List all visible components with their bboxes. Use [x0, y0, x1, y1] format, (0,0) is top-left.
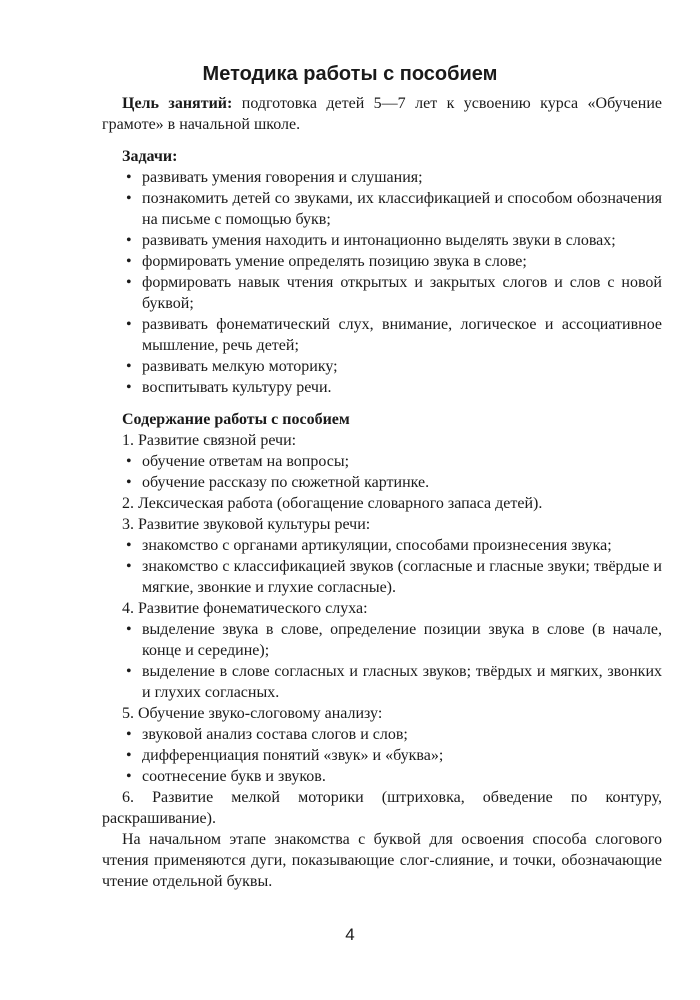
list-item: • выделение в слове согласных и гласных звуков; твёрдых и мягких, звонких и глухих согласных. — [122, 661, 662, 703]
section-5: 5. Обучение звуко-слоговому анализу: — [122, 705, 383, 722]
section-3: 3. Развитие звуковой культуры речи: — [122, 516, 371, 533]
page-number: 4 — [345, 925, 355, 944]
list-item: • звуковой анализ состава слогов и слов; — [122, 724, 662, 745]
section-1: 1. Развитие связной речи: — [122, 432, 297, 449]
tasks-heading: Задачи: — [122, 148, 178, 165]
content-section — [102, 409, 662, 787]
goal-label: Цель занятий: — [122, 95, 233, 112]
goal-text: подготовка детей 5—7 лет к усвоению курса «Обучение грамоте» в начальной школе. — [102, 95, 662, 133]
list-item: • формировать умение определять позицию звука в слове; — [122, 251, 662, 272]
tasks-section — [102, 146, 662, 398]
list-item: • развивать фонематический слух, внимание, логическое и ассоциативное мышление, речь детей; — [122, 314, 662, 356]
section-6: 6. Развитие мелкой моторики (штриховка, обведение по контуру, раскрашивание). — [102, 789, 662, 827]
list-item: • познакомить детей со звуками, их классификацией и способом обозначения на письме с помощью букв; — [122, 188, 662, 230]
list-item: • знакомство с органами артикуляции, способами произнесения звука; — [122, 535, 662, 556]
list-item: • знакомство с классификацией звуков (согласные и гласные звуки; твёрдые и мягкие, звонкие и глухие согласные). — [122, 556, 662, 598]
goal-paragraph — [102, 93, 662, 135]
document-body — [102, 93, 662, 892]
list-item: • воспитывать культуру речи. — [122, 377, 662, 398]
final-paragraph: На начальном этапе знакомства с буквой для освоения способа слогового чтения применяются дуги, показывающие слог-слияние, и точки, обозначающие чтение отдельной буквы. — [102, 831, 662, 890]
list-item: • выделение звука в слове, определение позиции звука в слове (в начале, конце и середине); — [122, 619, 662, 661]
list-item: • развивать умения говорения и слушания; — [122, 167, 662, 188]
list-item: • развивать мелкую моторику; — [122, 356, 662, 377]
page-title: Методика работы с пособием — [202, 63, 498, 85]
content-heading: Содержание работы с пособием — [122, 411, 350, 428]
list-item: • дифференциация понятий «звук» и «буква»; — [122, 745, 662, 766]
section-2: 2. Лексическая работа (обогащение словарного запаса детей). — [122, 495, 543, 512]
section-4: 4. Развитие фонематического слуха: — [122, 600, 368, 617]
list-item: • обучение ответам на вопросы; — [122, 451, 662, 472]
list-item: • обучение рассказу по сюжетной картинке. — [122, 472, 662, 493]
list-item: • формировать навык чтения открытых и закрытых слогов и слов с новой буквой; — [122, 272, 662, 314]
list-item: • развивать умения находить и интонационно выделять звуки в словах; — [122, 230, 662, 251]
list-item: • соотнесение букв и звуков. — [122, 766, 662, 787]
